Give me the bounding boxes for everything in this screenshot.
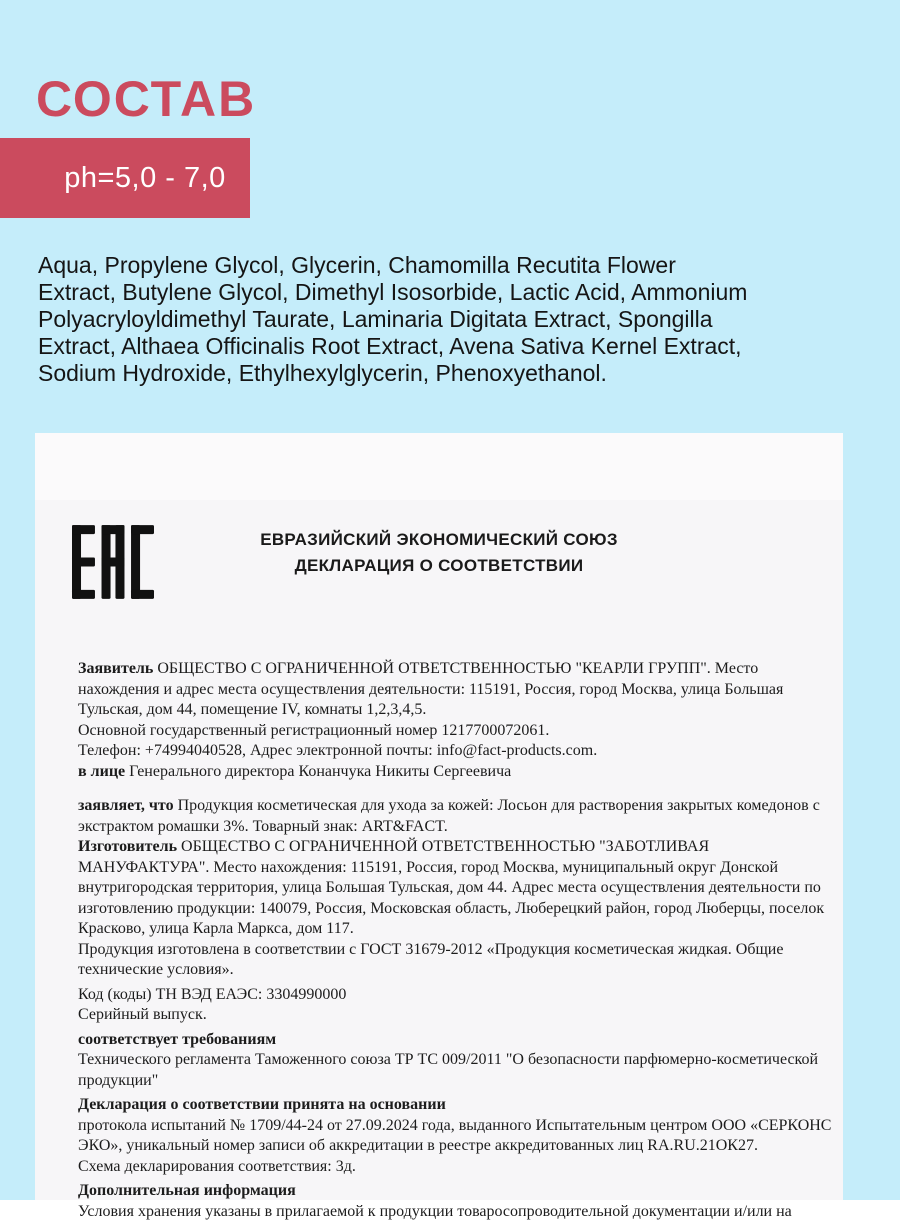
doc-paragraph: соответствует требованиям	[78, 1030, 835, 1051]
document-page-edge	[35, 433, 843, 500]
doc-paragraph: в лице Генерального директора Конанчука Никиты Сергеевича	[78, 762, 835, 783]
document-header-line2: ДЕКЛАРАЦИЯ О СООТВЕТСТВИИ	[35, 553, 843, 579]
document-header-line1: ЕВРАЗИЙСКИЙ ЭКОНОМИЧЕСКИЙ СОЮЗ	[35, 527, 843, 553]
document-header	[35, 527, 843, 579]
doc-paragraph: протокола испытаний № 1709/44-24 от 27.09.2024 года, выданного Испытательным центром ООО «СЕРКОНС ЭКО», уникальный номер записи об аккредитации в реестре аккредитованных лиц RA.RU.21ОК27.	[78, 1116, 835, 1157]
ingredients-text: Aqua, Propylene Glycol, Glycerin, Chamomilla Recutita Flower Extract, Butylene Glycol, Dimethyl Isosorbide, Lactic Acid, Ammonium Polyacryloyldimethyl Taurate, Laminaria Digitata Extract, Spongilla Extract, Althaea Officinalis Root Extract, Avena Sativa Kernel Extract, Sodium Hydroxide, Ethylhexylglycerin, Phenoxyethanol.	[38, 252, 756, 387]
doc-paragraph: Код (коды) ТН ВЭД ЕАЭС: 3304990000	[78, 985, 835, 1006]
declaration-document	[35, 433, 843, 1200]
doc-paragraph: заявляет, что Продукция косметическая для ухода за кожей: Лосьон для растворения закрытых комедонов с экстрактом ромашки 3%. Товарный знак: ART&FACT.	[78, 796, 835, 837]
doc-paragraph: Технического регламента Таможенного союза ТР ТС 009/2011 "О безопасности парфюмерно-косметической продукции"	[78, 1050, 835, 1091]
doc-paragraph: Заявитель ОБЩЕСТВО С ОГРАНИЧЕННОЙ ОТВЕТСТВЕННОСТЬЮ "КЕАРЛИ ГРУПП". Место нахождения и адрес места осуществления деятельности: 115191, Россия, город Москва, улица Большая Тульская, дом 44, помещение IV, комнаты 1,2,3,4,5.	[78, 659, 835, 721]
doc-paragraph: Основной государственный регистрационный номер 1217700072061.	[78, 721, 835, 742]
ph-badge	[0, 138, 250, 218]
doc-paragraph: Серийный выпуск.	[78, 1005, 835, 1026]
doc-paragraph: Изготовитель ОБЩЕСТВО С ОГРАНИЧЕННОЙ ОТВЕТСТВЕННОСТЬЮ "ЗАБОТЛИВАЯ МАНУФАКТУРА". Место нахождения: 115191, Россия, город Москва, муниципальный округ Донской внутригородская территория, улица Большая Тульская, дом 44. Адрес места осуществления деятельности по изготовлению продукции: 140079, Россия, Московская область, Люберецкий район, город Люберцы, поселок Красково, улица Карла Маркса, дом 117.	[78, 837, 835, 940]
doc-paragraph: Условия хранения указаны в прилагаемой к продукции товаросопроводительной документации и/или на	[78, 1202, 835, 1222]
doc-paragraph: Декларация о соответствии принята на основании	[78, 1095, 835, 1116]
doc-paragraph: Телефон: +74994040528, Адрес электронной почты: info@fact-products.com.	[78, 741, 835, 762]
page-title: СОСТАВ	[36, 70, 256, 128]
ph-badge-label: ph=5,0 - 7,0	[64, 162, 226, 195]
doc-paragraph: Продукция изготовлена в соответствии с ГОСТ 31679-2012 «Продукция косметическая жидкая. Общие технические условия».	[78, 940, 835, 981]
declaration-body	[78, 659, 835, 1222]
doc-paragraph: Дополнительная информация	[78, 1181, 835, 1202]
doc-paragraph: Схема декларирования соответствия: 3д.	[78, 1157, 835, 1178]
